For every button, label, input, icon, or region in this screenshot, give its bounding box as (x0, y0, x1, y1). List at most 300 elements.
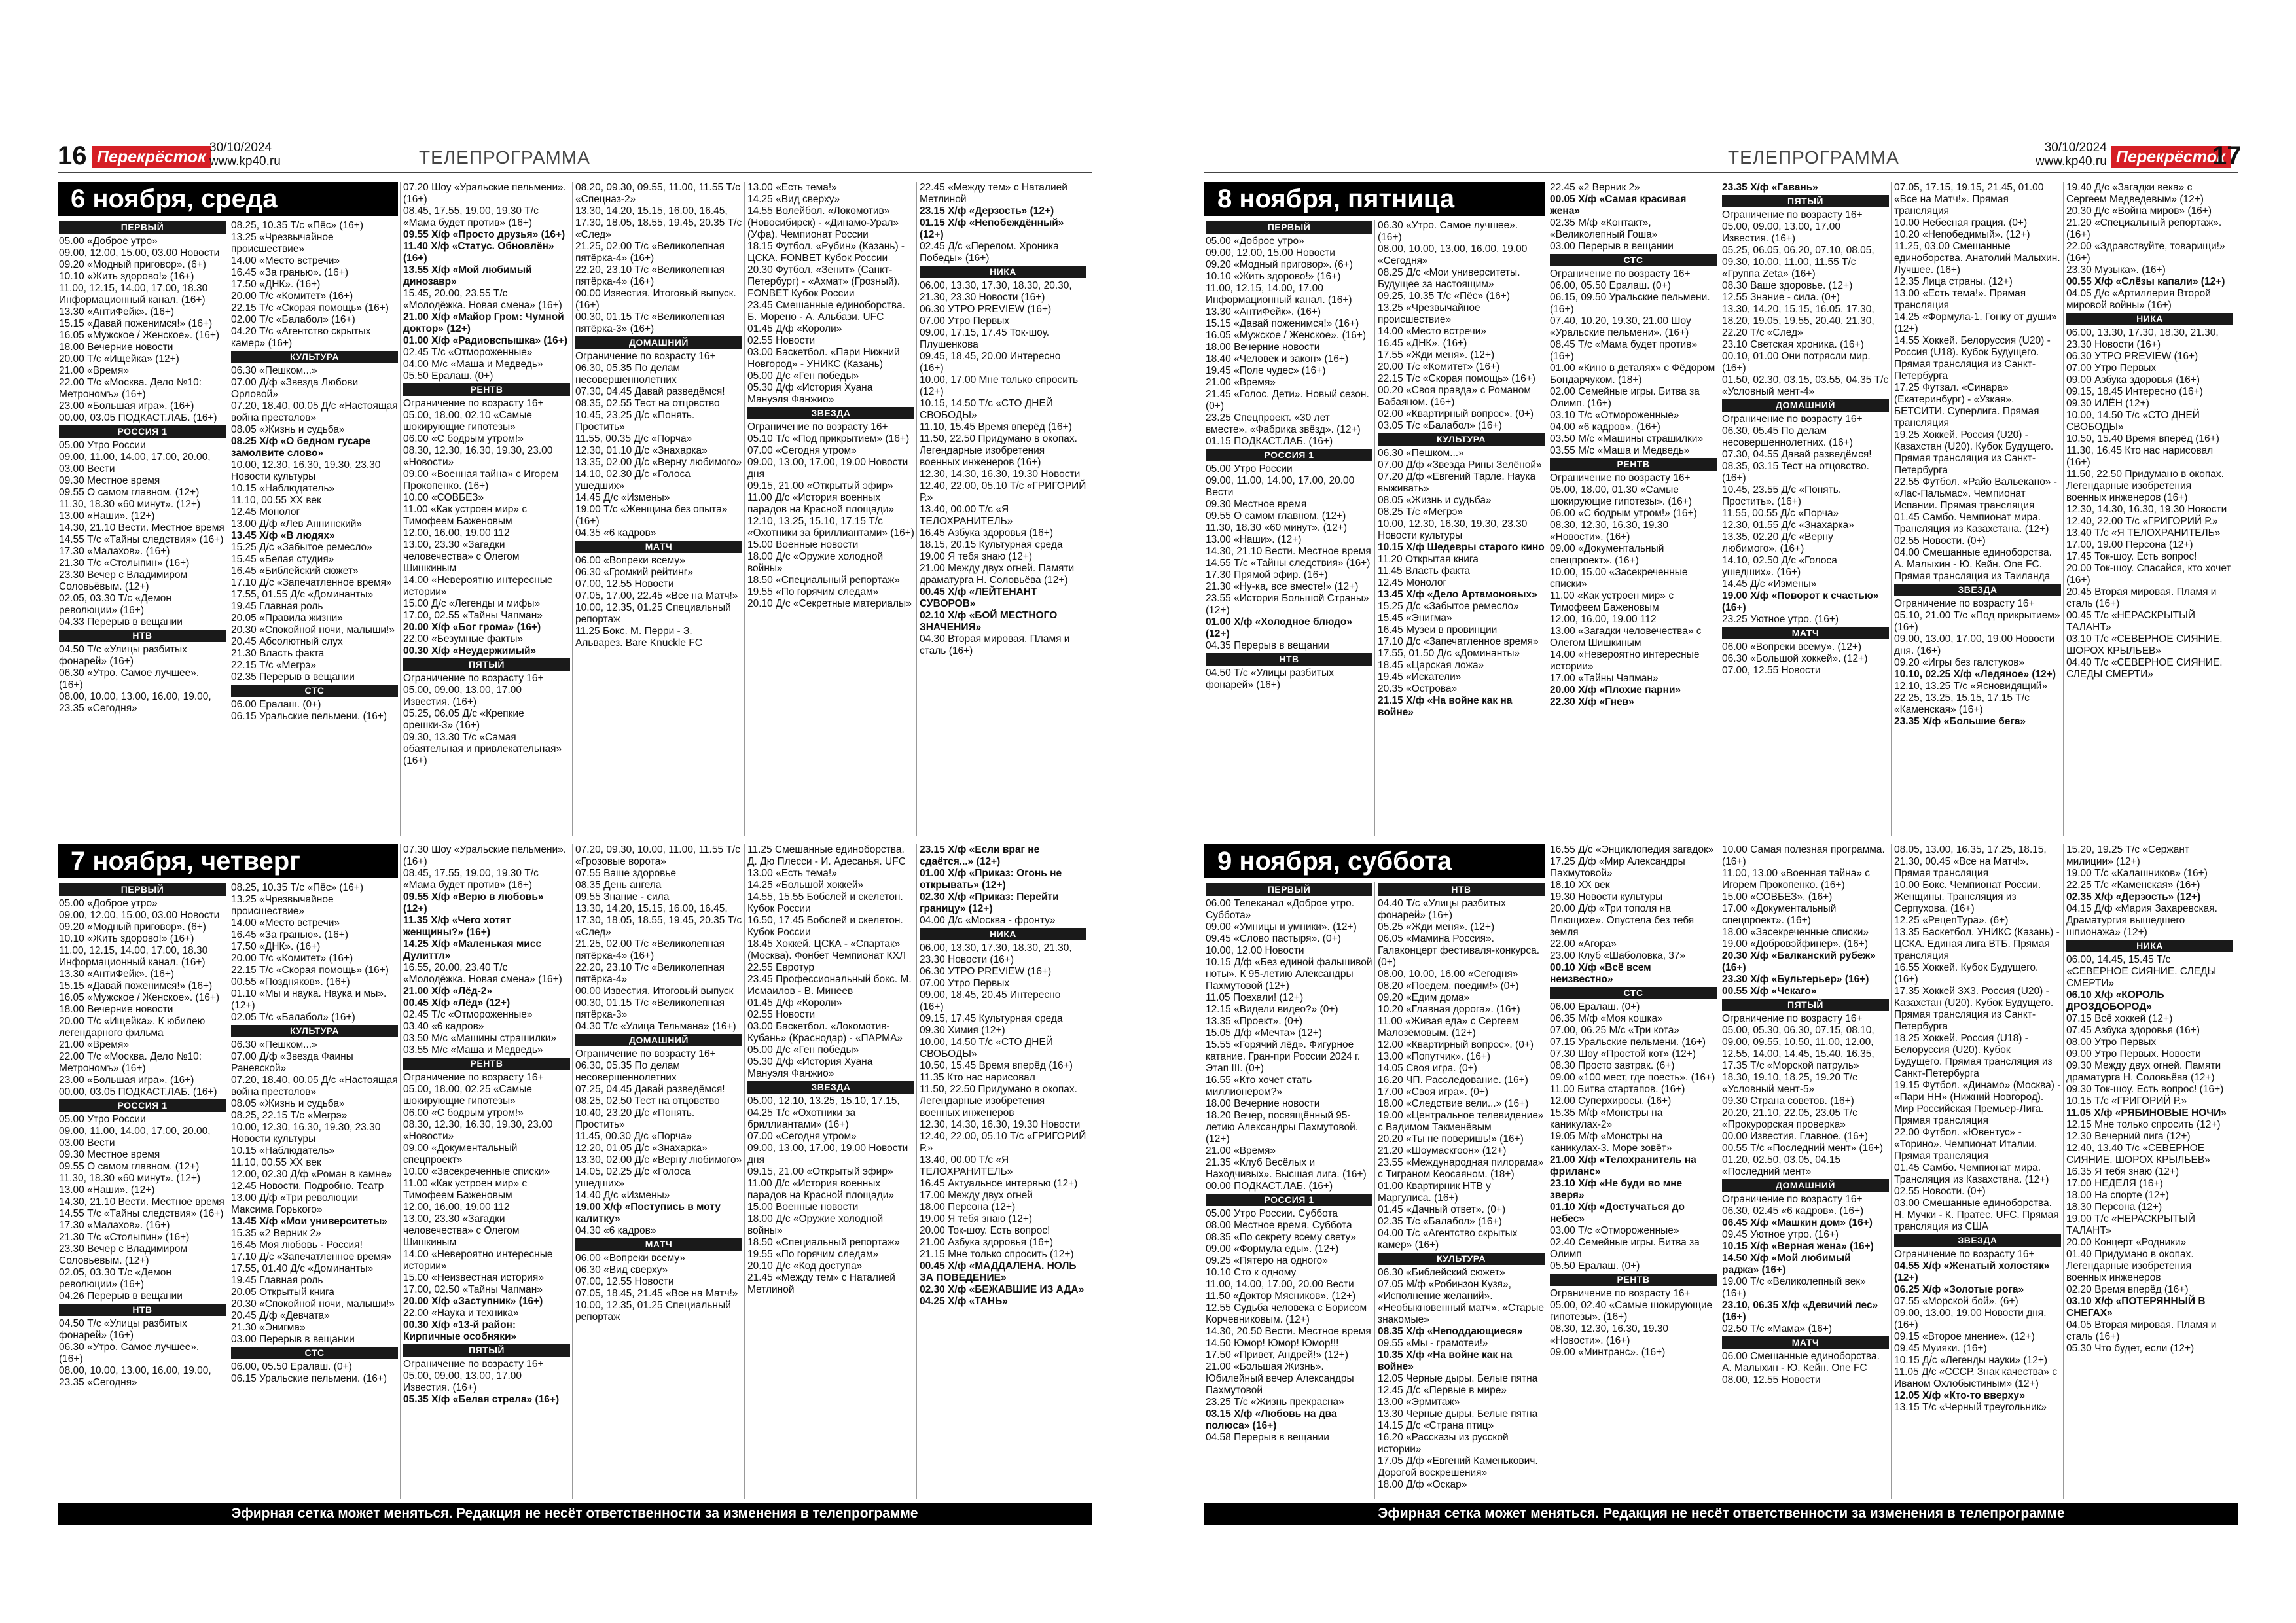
program-entry: 09.15, 18.45 Интересно (16+) (2066, 386, 2203, 397)
program-entry: 17.00, 02.55 «Тайны Чапман» (403, 610, 543, 621)
program-entry: 04.30 Т/с «Улица Тельмана» (16+) (575, 1021, 736, 1032)
program-entry: 08.20 «Поедем, поедим!» (0+) (1378, 980, 1519, 991)
column-divider (1374, 220, 1375, 836)
channel-header: НТВ (1206, 653, 1372, 666)
program-entry: 14.55 Т/с «Тайны следствия» (16+) (59, 1208, 224, 1219)
channel-header: РОССИЯ 1 (59, 425, 226, 438)
program-entry: 00.00 Известия. Итоговый выпуск. (16+) (575, 288, 736, 311)
program-entry: 08.25 Д/с «Мои университеты. Будущее за настоящим» (1378, 267, 1520, 290)
program-entry: 08.30 Ваше здоровье. (12+) (1722, 280, 1853, 291)
program-entry: 17.00 «Тайны Чапман» (1550, 673, 1659, 684)
program-entry: 19.15 Футбол. «Динамо» (Москва) - «Пари НН» (Нижний Новгород). Мир Российская Премьер-Лига. Прямая трансляция (1894, 1080, 2061, 1126)
program-entry: 17.50 «ДНК». (16+) (231, 941, 321, 952)
program-entry: 17.25 Д/ф «Мир Александры Пахмутовой» (1550, 856, 1685, 879)
program-entry: 09.00 «Минтранс». (16+) (1550, 1347, 1666, 1358)
program-entry: 06.30 «Пешком...» (1378, 448, 1464, 459)
program-column (1206, 882, 1372, 1499)
program-entry: Ограничение по возрасту 16+ (747, 421, 888, 433)
program-entry: 07.00 Утро Первых (920, 315, 1010, 327)
channel-header: РЕНТВ (403, 1058, 570, 1070)
program-entry: 13.00 «Попутчик». (16+) (1378, 1051, 1491, 1062)
program-entry: 18.15, 20.15 Культурная среда (920, 539, 1063, 550)
program-entry: 22.00 Футбол. «Ювентус» - «Торино». Чемпионат Италии. Прямая трансляция (1894, 1127, 2037, 1162)
program-entry: 05.00, 12.10, 13.25, 15.10, 17.15, 04.25 Т/с «Охотники за бриллиантами» (16+) (747, 1096, 900, 1130)
program-entry: 09.00, 11.00, 14.00, 17.00, 20.00, 03.00 Вести (59, 1126, 211, 1149)
program-entry: 16.45 Моя любовь - Россия! (231, 1240, 363, 1251)
program-entry: 04.05 Вторая мировая. Пламя и сталь (16+) (2066, 1319, 2217, 1342)
channel-header: КУЛЬТУРА (231, 1025, 398, 1037)
program-column (403, 844, 570, 1499)
program-entry: 20.05 «Правила жизни» (231, 613, 343, 624)
program-entry: 14.30, 21.10 Вести. Местное время (59, 1196, 224, 1207)
day-block-nov7 (58, 844, 1092, 1499)
program-entry: 09.30 Местное время (59, 475, 160, 486)
program-entry: 18.00 Д/с «Оружие холодной войны» (747, 551, 884, 574)
program-entry: 16.05 «Мужское / Женское». (16+) (1206, 330, 1367, 341)
program-entry: 15.25 Д/с «Забытое ремесло» (1378, 601, 1519, 612)
day-block-nov9 (1204, 844, 2238, 1499)
program-entry: 08.25 Т/с «Мегрэ» (1378, 507, 1463, 518)
program-entry: 02.40 Семейные игры. Битва за Олимп (1550, 1237, 1700, 1260)
program-entry: 02.35 Х/ф «Дерзость» (12+) (2066, 891, 2201, 902)
program-entry: 18.30 Персона (12+) (2066, 1202, 2162, 1213)
program-entry: 09.25, 10.35 Т/с «Пёс» (16+) (1378, 291, 1510, 302)
program-entry: 21.15 Мне только спросить (12+) (920, 1249, 1074, 1260)
program-entry: 06.00, 13.30, 17.30, 18.30, 21.30, 23.30 Новости (16+) (920, 942, 1072, 965)
program-entry: 15.15 «Давай поженимся!» (16+) (59, 980, 213, 991)
program-entry: 20.05 Открытый книга (231, 1287, 334, 1298)
channel-header: ЗВЕЗДА (1894, 1234, 2061, 1247)
program-entry: 09.20 «Модный приговор». (6+) (1206, 259, 1353, 270)
program-entry: 09.00 «Формула еды». (12+) (1206, 1243, 1339, 1255)
program-entry: 06.05 «Мамина Россия». Галаконцерт фестиваля-конкурса. (0+) (1378, 933, 1540, 968)
channel-header: РОССИЯ 1 (1206, 449, 1372, 461)
program-entry: 11.55, 00.55 Д/с «Порча» (1722, 508, 1839, 519)
channel-header: МАТЧ (1722, 1336, 1889, 1349)
program-entry: 06.30, 05.45 По делам несовершеннолетних. (16+) (1722, 425, 1853, 448)
program-entry: 15.35 «2 Верник 2» (231, 1228, 321, 1239)
program-entry: 03.00 Т/с «Отмороженные» (1550, 1225, 1679, 1236)
program-entry: 10.20 «Непобедимый». (12+) (1894, 229, 2030, 240)
program-entry: 00.55 Х/ф «Слёзы капали» (12+) (2066, 276, 2225, 287)
channel-header: ДОМАШНИЙ (1722, 1179, 1889, 1192)
program-entry: 18.10 ХХ век (1550, 880, 1610, 891)
program-entry: 06.25 Х/ф «Золотые рога» (1894, 1284, 2024, 1295)
program-entry: 18.00 Д/ф «Оскар» (1378, 1479, 1467, 1490)
program-entry: 16.45 «Библейский сюжет» (231, 565, 359, 577)
program-entry: 15.45 «Белая студия» (231, 554, 334, 565)
program-entry: 04.58 Перерыв в вещании (1206, 1432, 1329, 1443)
program-entry: 01.45 «Дачный ответ». (0+) (1378, 1204, 1506, 1215)
program-entry: 23.25 Т/с «Жизнь прекрасна» (1206, 1397, 1344, 1408)
program-entry: 13.00, 23.30 «Загадки человечества» с Олегом Шишкиным (403, 539, 520, 574)
program-entry: 17.30 Прямой эфир. (16+) (1206, 569, 1328, 580)
program-entry: 07.45 Азбука здоровья (16+) (2066, 1025, 2200, 1036)
program-entry: 10.00, 14.50 Т/с «СТО ДНЕЙ СВОБОДЫ» (2066, 410, 2200, 433)
page-right (1204, 0, 2242, 1623)
program-entry: 03.10 Т/с «СЕВЕРНОЕ СИЯНИЕ. ШОРОХ КРЫЛЬЕВ» (2066, 633, 2223, 656)
program-entry: 15.20, 19.25 Т/с «Сержант милиции» (12+) (2066, 844, 2190, 867)
program-entry: 05.00, 02.40 «Самые шокирующие гипотезы». (16+) (1550, 1300, 1713, 1323)
program-entry: 20.00 Т/с «Комитет» (16+) (231, 291, 353, 302)
program-entry: 07.05, 17.00, 22.45 «Все на Матч!» (575, 590, 738, 601)
program-entry: 12.35 Лица страны. (12+) (1894, 276, 2013, 287)
program-entry: 11.45, 00.30 Д/с «Порча» (575, 1131, 692, 1142)
program-column (575, 844, 742, 1499)
column-divider (916, 844, 917, 1499)
program-entry: 05.35 Х/ф «Белая стрела» (16+) (403, 1394, 560, 1405)
program-entry: 05.00, 05.30, 06.30, 07.15, 08.10, 09.00, 09.55, 10.50, 11.00, 12.00, 12.55, 14.00, 14.45, 15.40, 16.35, 17.35 Т/с «Морской патруль» (1722, 1025, 1874, 1071)
program-entry: 09.00, 17.15, 17.45 Ток-шоу. Плушенкова (920, 327, 1050, 350)
program-entry: 14.00 «Место встречи» (231, 255, 340, 266)
channel-header: СТС (231, 685, 398, 697)
program-entry: 19.45 Главная роль (231, 1275, 323, 1286)
program-entry: 05.25, 06.05, 06.20, 07.10, 08.05, 09.30, 10.00, 11.00, 11.55 Т/с «Группа Zeta» (16+) (1722, 245, 1874, 279)
program-entry: 13.30 Черные дыры. Белые пятна (1378, 1408, 1538, 1419)
program-entry: 02.05, 03.30 Т/с «Демон революции» (16+) (59, 593, 171, 616)
program-entry: 20.30 «Спокойной ночи, малыши!» (231, 1298, 395, 1310)
column-divider (400, 844, 401, 1499)
program-entry: 13.30, 02.00 Д/с «Верну любимого» (575, 1154, 742, 1166)
program-entry: 10.15 Х/ф «Верная жена» (16+) (1722, 1241, 1874, 1252)
program-entry: 07.00 Д/ф «Звезда Рины Зелёной» (1378, 459, 1542, 471)
program-entry: 16.05 «Мужское / Женское». (16+) (59, 330, 220, 341)
program-entry: 09.00, 11.00, 14.00, 17.00, 20.00, 03.00 Вести (59, 452, 211, 474)
program-entry: 17.30 «Малахов». (16+) (59, 1220, 170, 1231)
program-entry: 23.00 «Большая игра». (16+) (59, 1075, 194, 1086)
program-entry: 18.00 Д/с «Оружие холодной войны» (747, 1213, 884, 1236)
program-entry: 06.30 «Утро. Самое лучшее». (16+) (59, 1342, 200, 1364)
program-entry: 15.05 Д/ф «Мечта» (12+) (1206, 1027, 1322, 1039)
program-entry: 21.20 «Специальный репортаж». (16+) (2066, 217, 2222, 240)
channel-header: КУЛЬТУРА (1378, 433, 1545, 446)
program-entry: 00.45 Х/ф «ЛЕЙТЕНАНТ СУВОРОВ» (920, 586, 1037, 609)
column-divider (744, 182, 745, 836)
program-column (231, 220, 398, 836)
program-entry: 08.05 «Жизнь и судьба» (231, 424, 345, 435)
program-entry: 22.55 Евротур (747, 962, 815, 973)
program-entry: 12.00, 02.30 Д/ф «Роман в камне» (231, 1169, 393, 1180)
program-entry: 01.00 «Кино в деталях» с Фёдором Бондарчуком. (18+) (1550, 363, 1715, 385)
channel-header: ДОМАШНИЙ (575, 1034, 742, 1046)
program-entry: 13.00 «Эрмитаж» (1378, 1397, 1460, 1408)
program-entry: 08.35 Х/ф «Неподдающиеся» (1378, 1326, 1523, 1337)
program-entry: 06.00, 13.30, 17.30, 18.30, 20.30, 21.30, 23.30 Новости (16+) (920, 280, 1072, 303)
program-entry: 18.25 Хоккей. Россия (U18) - Белоруссия (U20). Кубок Будущего. Прямая трансляция из Санкт-Петербурга (1894, 1033, 2053, 1079)
program-entry: 17.00, 02.50 «Тайны Чапман» (403, 1284, 543, 1295)
program-entry: 01.45 Самбо. Чемпионат мира. Трансляция из Казахстана. (12+) (1894, 512, 2049, 535)
program-entry: 13.30 «АнтиФейк». (16+) (59, 306, 175, 317)
program-entry: 21.25, 02.00 Т/с «Великолепная пятёрка-4» (16+) (575, 938, 725, 961)
program-entry: 13.00 Д/ф «Три революции Максима Горького» (231, 1192, 359, 1215)
program-entry: 00.55 Т/с «Последний мент» (16+) (1722, 1143, 1884, 1154)
program-entry: 22.00 Т/с «Москва. Дело №10: Метрономъ» (16+) (59, 1051, 202, 1074)
program-entry: 05.00 «Доброе утро» (1206, 236, 1304, 247)
program-entry: 23.30 Вечер с Владимиром Соловьёвым. (12+) (59, 569, 188, 592)
program-entry: 12.45 Монолог (1378, 577, 1447, 588)
program-entry: 00.30 Х/ф «13-й район: Кирпичные особняки» (403, 1319, 517, 1342)
program-entry: 09.00, 11.00, 14.00, 17.00, 20.00 Вести (1206, 475, 1355, 498)
program-entry: 10.00, 12.35, 01.25 Специальный репортаж (575, 1300, 731, 1323)
program-entry: 20.20 «Ты не поверишь!» (16+) (1378, 1133, 1524, 1145)
program-entry: 22.00 «Здравствуйте, товарищи!» (16+) (2066, 241, 2225, 264)
program-entry: 10.00 Бокс. Чемпионат России. Женщины. Трансляция из Серпухова. (16+) (1894, 880, 2041, 914)
program-column (1894, 182, 2061, 836)
program-entry: 11.50, 22.50 Придумано в окопах. Легендарные изобретения военных инженеров (16+) (2066, 469, 2224, 503)
program-entry: 13.30, 14.20, 15.15, 16.05, 17.30, 18.20, 19.05, 19.55, 20.40, 21.30, 22.20 Т/с «След» (1722, 304, 1874, 338)
program-entry: 06.15 Уральские пельмени. (16+) (231, 711, 387, 722)
program-entry: 23.35 Х/ф «Большие бега» (1894, 716, 2026, 727)
program-entry: 18.00 Персона (12+) (920, 1202, 1016, 1213)
program-entry: 09.45, 18.45, 20.00 Интересно (16+) (920, 351, 1061, 374)
program-entry: 09.15 «Второе мнение». (12+) (1894, 1331, 2035, 1342)
program-entry: 13.25 «Чрезвычайное происшествие» (231, 894, 334, 917)
program-entry: 02.00 Т/с «Балабол» (16+) (231, 314, 355, 325)
channel-header: СТС (231, 1347, 398, 1359)
program-entry: 12.00 Суперхиросы. (16+) (1550, 1096, 1672, 1107)
program-entry: 04.25 Х/ф «ТАНЬ» (920, 1296, 1008, 1307)
day-title: 9 ноября, суббота (1204, 844, 1545, 878)
program-entry: 09.20 «Игры без галстуков» (1894, 657, 2025, 668)
program-entry: 22.45 «Между тем» с Наталией Метлиной (920, 182, 1067, 205)
program-entry: 11.00, 12.15, 14.00, 17.00 Информационный канал. (16+) (1206, 283, 1352, 306)
program-entry: 23.15 Х/ф «Если враг не сдаётся...» (12+) (920, 844, 1040, 867)
program-entry: 12.25 «РецепТура». (6+) (1894, 915, 2009, 926)
program-entry: 23.00 Клуб «Шаболовка, 37» (1550, 950, 1686, 961)
program-entry: 14.00 «Место встречи» (1378, 326, 1487, 337)
program-entry: 21.45 «Голос. Дети». Новый сезон. (0+) (1206, 389, 1369, 412)
program-entry: 04.50 Т/с «Улицы разбитых фонарей» (16+) (59, 1318, 187, 1341)
program-entry: 12.40, 22.00, 05.10 Т/с «ГРИГОРИЙ Р.» (920, 480, 1086, 503)
program-entry: 11.00 Битва стартапов. (16+) (1550, 1084, 1685, 1095)
program-entry: 09.55 О самом главном. (12+) (59, 487, 200, 498)
program-entry: 09.00 Азбука здоровья (16+) (2066, 374, 2200, 385)
program-entry: Ограничение по возрасту 16+ (403, 673, 544, 684)
program-entry: 05.00 «Доброе утро» (59, 898, 158, 909)
channel-header: НТВ (59, 1304, 226, 1316)
program-entry: 09.15, 21.00 «Открытый эфир» (747, 480, 893, 491)
program-entry: 06.30 «Библейский сюжет» (1378, 1267, 1505, 1278)
program-entry: 11.25 Смешанные единоборства. Д. Дю Плесси - И. Адесанья. UFC (747, 844, 906, 867)
program-entry: 23.25 Спецпроект. «30 лет вместе». «Фабрика звёзд». (12+) (1206, 412, 1361, 435)
program-entry: 13.40, 00.00 Т/с «Я ТЕЛОХРАНИТЕЛЬ» (920, 504, 1013, 527)
program-entry: 15.00 Д/с «Легенды и мифы» (403, 598, 541, 609)
program-entry: 10.00 Самая полезная программа. (16+) (1722, 844, 1885, 867)
program-entry: 09.30 Химия (12+) (920, 1025, 1005, 1036)
program-entry: 13.00, 23.30 «Загадки человечества» с Олегом Шишкиным (403, 1213, 520, 1248)
program-entry: 06.15 Уральские пельмени. (16+) (231, 1373, 387, 1384)
program-entry: 09.30 Между двух огней. Памяти драматурга Н. Соловьёва (12+) (2066, 1060, 2221, 1083)
program-entry: 01.45 Д/ф «Короли» (747, 323, 842, 334)
program-entry: 16.45 «За гранью». (16+) (231, 929, 349, 940)
program-entry: 15.00 Военные новости (747, 1202, 859, 1213)
section-title: ТЕЛЕПРОГРАММА (419, 147, 590, 168)
program-entry: Ограничение по возрасту 16+ (1550, 1288, 1691, 1299)
program-entry: 12.55 Судьба человека с Борисом Корчевниковым. (12+) (1206, 1302, 1367, 1325)
program-entry: 14.25 «Формула-1. Гонку от души» (12+) (1894, 312, 2057, 334)
program-entry: 08.25, 02.50 Тест на отцовство (575, 1096, 720, 1107)
program-column (747, 844, 914, 1499)
program-entry: 00.20 «Своя правда» с Романом Бабаяном. (16+) (1378, 385, 1532, 408)
program-entry: 16.45 Актуальное интервью (12+) (920, 1178, 1078, 1189)
program-column (1378, 882, 1545, 1499)
program-entry: 15.45, 20.00, 23.55 Т/с «Молодёжка. Новая смена» (16+) (403, 288, 562, 311)
program-entry: 10.15 «Наблюдатель» (231, 1145, 335, 1156)
program-entry: 12.10, 13.25 Т/с «Ясновидящий» (1894, 681, 2048, 692)
program-entry: 20.00 Т/с «Ищейка». К юбилею легендарного фильма (59, 1016, 206, 1039)
program-entry: 07.05, 17.15, 19.15, 21.45, 01.00 «Все на Матч!». Прямая трансляция (1894, 182, 2044, 217)
program-entry: 09.45 Муияки. (16+) (1894, 1343, 1987, 1354)
program-column (1894, 844, 2061, 1499)
program-entry: 06.00 «С бодрым утром!» (403, 433, 524, 444)
program-entry: 02.35 Перерыв в вещании (231, 671, 355, 683)
program-entry: 19.00 «Добровэйфинер». (16+) (1722, 938, 1868, 950)
footer-disclaimer: Эфирная сетка может меняться. Редакция не несёт ответственности за изменения в телепрограмме (1204, 1503, 2238, 1525)
program-entry: 10.35 Х/ф «На войне как на войне» (1378, 1349, 1513, 1372)
program-entry: 11.05 Д/с «СССР. Знак качества» с Иваном Охлобыстиным» (12+) (1894, 1366, 2057, 1389)
program-column (920, 844, 1086, 1499)
program-entry: 17.00 Между двух огней (920, 1190, 1033, 1201)
program-entry: 10.00, 12.30, 16.30, 19.30, 23.30 Новости культуры (1378, 518, 1528, 541)
program-entry: 13.00 «Есть тема!» (747, 182, 837, 193)
program-entry: 10.50, 15.40 Время вперёд (16+) (2066, 433, 2219, 444)
program-entry: 05.00, 09.00, 13.00, 17.00 Известия. (16+) (403, 685, 522, 707)
program-entry: 02.05, 03.30 Т/с «Демон революции» (16+) (59, 1267, 171, 1290)
newspaper-logo: Перекрёсток (92, 146, 211, 168)
channel-header: МАТЧ (575, 541, 742, 553)
program-entry: 16.20 «Рассказы из русской истории» (1378, 1432, 1509, 1455)
site-url: www.kp40.ru (2036, 154, 2107, 168)
program-entry: 00.45 Х/ф «МАДДАЛЕНА. НОЛЬ ЗА ПОВЕДЕНИЕ» (920, 1260, 1077, 1283)
program-entry: 17.55, 01.40 Д/с «Доминанты» (231, 1263, 374, 1274)
program-entry: 13.35 «Проект». (0+) (1206, 1016, 1302, 1027)
program-entry: 00.55 Х/ф «Чекаго» (1722, 986, 1817, 997)
program-entry: 23.00 «Большая игра». (16+) (59, 401, 194, 412)
program-entry: 05.00, 18.00, 01.30 «Самые шокирующие гипотезы». (16+) (1550, 484, 1692, 507)
program-entry: Ограничение по возрасту 16+ (1722, 1194, 1863, 1205)
program-entry: 20.20, 21.10, 22.05, 23.05 Т/с «Прокурорская проверка» (1722, 1107, 1857, 1130)
program-entry: 05.00 «Доброе утро» (59, 236, 158, 247)
program-entry: 18.30, 19.10, 18.25, 19.20 Т/с «Условный мент-5» (1722, 1072, 1857, 1095)
channel-header: РОССИЯ 1 (1206, 1194, 1372, 1206)
program-entry: 09.00, 13.00, 17.00, 19.00 Новости дня. (16+) (1894, 633, 2055, 656)
program-entry: 14.30, 20.50 Вести. Местное время (1206, 1326, 1371, 1337)
program-entry: 21.00 «Большая Жизнь». Юбилейный вечер Александры Пахмутовой (1206, 1361, 1354, 1396)
program-entry: 01.40 Придумано в окопах. Легендарные изобретения военных инженеров (2066, 1249, 2194, 1283)
program-entry: Ограничение по возрасту 16+ (1894, 598, 2035, 609)
program-entry: 11.00 Д/с «История военных парадов на Красной площади» (747, 1178, 895, 1201)
program-entry: 09.30, 13.30 Т/с «Самая обаятельная и привлекательная» (16+) (403, 732, 562, 766)
program-entry: Ограничение по возрасту 16+ (1550, 268, 1691, 279)
program-entry: 09.55 О самом главном. (12+) (59, 1161, 200, 1172)
program-entry: 02.55 Новости (747, 335, 816, 346)
program-entry: 02.45 Т/с «Отмороженные» (403, 347, 533, 358)
program-entry: 18.40 «Человек и закон» (16+) (1206, 353, 1349, 365)
program-entry: 15.00 «СОВБЕЗ». (16+) (1722, 891, 1833, 902)
program-entry: 11.50 «Доктор Мясников». (12+) (1206, 1291, 1356, 1302)
program-entry: 04.00 М/с «Маша и Медведь» (403, 359, 543, 370)
channel-header: ДОМАШНИЙ (1722, 399, 1889, 412)
program-entry: 13.35, 02.20 Д/с «Верну любимого». (16+) (1722, 531, 1833, 554)
program-entry: 07.05 М/ф «Робинзон Кузя», «Исполнение желаний». «Необыкновенный матч». «Старые знакомые» (1378, 1279, 1545, 1325)
program-entry: 19.00 Т/с «Великолепный век» (16+) (1722, 1276, 1866, 1299)
program-entry: 09.30 ИЛЁН (12+) (2066, 398, 2149, 409)
program-entry: 00.00 ПОДКАСТ.ЛАБ. (16+) (1206, 1181, 1333, 1192)
column-divider (744, 844, 745, 1499)
program-entry: 07.55 Ваше здоровье (575, 868, 677, 879)
program-entry: 11.35 Кто нас нарисовал (920, 1072, 1035, 1083)
program-entry: 21.00 Азбука здоровья (16+) (920, 1237, 1053, 1248)
program-entry: 10.00, 12.30, 16.30, 19.30, 23.30 Новости культуры (231, 1122, 381, 1145)
program-entry: 07.20 Д/ф «Евгений Тарле. Наука выживать» (1378, 471, 1536, 494)
page-number: 16 (58, 141, 87, 170)
program-entry: 22.45 «2 Верник 2» (1550, 182, 1640, 193)
program-entry: 07.20, 18.40, 00.05 Д/с «Настоящая война престолов» (231, 401, 398, 423)
program-entry: 05.30 Д/ф «История Хуана Мануэля Фанжио» (747, 382, 873, 405)
program-entry: 08.00 Местное время. Суббота (1206, 1220, 1352, 1231)
program-entry: 04.33 Перерыв в вещании (59, 616, 183, 628)
program-entry: 00.45 Т/с «НЕРАСКРЫТЫЙ ТАЛАНТ» (2066, 610, 2195, 633)
program-entry: 16.50, 17.45 Бобслей и скелетон. Кубок России (747, 915, 903, 938)
program-entry: 03.10 Х/ф «ПОТЕРЯННЫЙ В СНЕГАХ» (2066, 1296, 2206, 1319)
program-entry: 14.50 Юмор! Юмор! Юмор!!! (1206, 1338, 1339, 1349)
program-entry: 12.45 Монолог (231, 507, 300, 518)
program-entry: 06.30 «Утро. Самое лучшее». (16+) (59, 668, 200, 690)
program-entry: 04.00 Смешанные единоборства. А. Малыхин - Ю. Кейн. One FC. Прямая трансляция из Таиланда (1894, 547, 2052, 582)
program-entry: 00.55 «Поздняков». (16+) (231, 976, 350, 988)
program-entry: 02.05 Т/с «Балабол» (16+) (231, 1012, 355, 1023)
program-entry: 21.30 «Энигма» (231, 1322, 306, 1333)
program-entry: 14.30, 21.10 Вести. Местное время (59, 522, 224, 533)
program-entry: 11.10, 15.45 Время вперёд (16+) (920, 421, 1072, 433)
program-entry: 03.00 Баскетбол. «Пари Нижний Новгород» - УНИКС (Казань) (747, 347, 900, 370)
program-entry: 10.15 «Наблюдатель» (231, 483, 335, 494)
program-entry: 09.00, 13.00, 17.00, 19.00 Новости дня (747, 457, 908, 480)
day-title: 8 ноября, пятница (1204, 182, 1545, 216)
program-entry: 21.00 «Время» (59, 365, 129, 376)
program-entry: 10.00, 12.30, 16.30, 19.30, 23.30 Новости культуры (231, 459, 381, 482)
program-entry: 00.30, 01.15 Т/с «Великолепная пятёрка-3» (16+) (575, 312, 725, 334)
program-entry: 07.00 Д/ф «Звезда Фаины Раневской» (231, 1051, 353, 1074)
program-entry: 05.00 Д/с «Ген победы» (747, 1044, 859, 1056)
program-column (1722, 182, 1889, 836)
program-entry: 05.10, 21.00 Т/с «Под прикрытием» (16+) (1894, 610, 2060, 633)
program-entry: 23.35 Х/ф «Гавань» (1722, 182, 1818, 193)
program-entry: 07.30 Шоу «Уральские пельмени». (16+) (403, 844, 567, 867)
program-entry: 10.10 Сто к одному (1206, 1267, 1297, 1278)
program-entry: 08.25 Х/ф «О бедном гусаре замолвите слово» (231, 436, 371, 459)
program-entry: 11.00 «Как устроен мир» с Тимофеем Баженовым (1550, 590, 1674, 613)
program-entry: 14.05 Своя игра. (0+) (1378, 1063, 1477, 1074)
program-entry: 23.55 «История Большой Страны» (12+) (1206, 593, 1369, 616)
site-url: www.kp40.ru (209, 154, 281, 168)
program-entry: 10.00, 12.00 Новости (1206, 945, 1304, 956)
program-entry: 16.55 Д/с «Энциклопедия загадок» (1550, 844, 1714, 855)
program-entry: Ограничение по возрасту 16+ (403, 1359, 544, 1370)
program-entry: 01.20, 02.50, 03.05, 04.15 «Последний мент» (1722, 1154, 1840, 1177)
program-entry: 02.45 Д/с «Перелом. Хроника Победы» (16+) (920, 241, 1059, 264)
program-entry: 17.35 Хоккей 3Х3. Россия (U20) - Казахстан (U20). Кубок Будущего. Прямая трансляция из Санкт-Петербурга (1894, 986, 2054, 1032)
program-entry: 12.00, 16.00, 19.00 112 (1550, 614, 1657, 625)
program-entry: 13.45 Х/ф «Дело Артамоновых» (1378, 589, 1537, 600)
program-entry: 16.45 Музеи в провинции (1378, 624, 1498, 635)
program-entry: 21.00 Х/ф «Телохранитель на фриланс» (1550, 1154, 1696, 1177)
program-entry: 02.00 «Квартирный вопрос». (0+) (1378, 408, 1534, 419)
program-entry: 23.25 Уютное утро. (16+) (1722, 614, 1839, 625)
program-entry: 08.45, 17.55, 19.00, 19.30 Т/с «Мама будет против» (16+) (403, 868, 539, 891)
program-entry: 19.05 М/ф «Монстры на каникулах-3. Море зовёт» (1550, 1131, 1672, 1154)
channel-header: МАТЧ (1722, 627, 1889, 639)
